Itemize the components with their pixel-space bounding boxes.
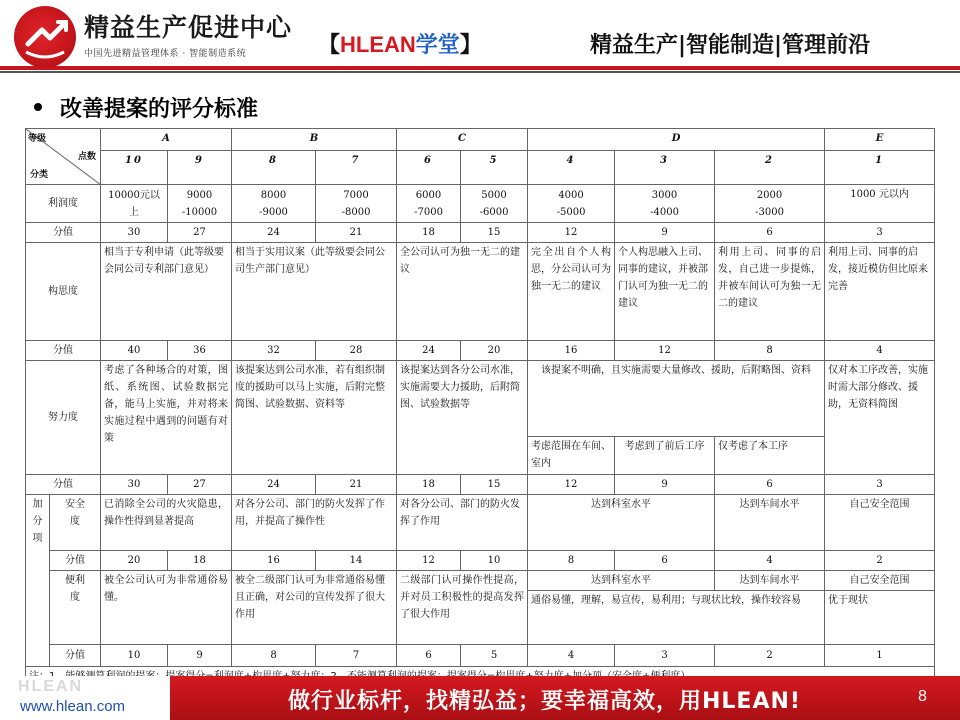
score-cell: 6 xyxy=(397,645,461,667)
score-cell: 9 xyxy=(615,475,715,495)
score-cell: 24 xyxy=(232,475,316,495)
effort-d4: 考虑范围在车间、室内 xyxy=(528,437,615,475)
score-cell: 2 xyxy=(825,551,935,571)
safety-row xyxy=(26,495,935,551)
corner-points-label: 点数 xyxy=(77,152,96,162)
score-cell: 12 xyxy=(528,223,615,243)
header-slogan: 精益生产|智能制造|管理前沿 xyxy=(590,33,871,58)
concept-score-row xyxy=(26,341,935,361)
convenience-d2: 达到车间水平 xyxy=(715,571,825,591)
effort-d-top: 该提案不明确，且实施需要大量修改、援助，后附略图、资料 xyxy=(528,361,825,437)
profit-cell: 4000 -5000 xyxy=(528,185,615,223)
safety-c: 对各分公司、部门的防火发挥了作用 xyxy=(397,495,528,551)
score-cell: 20 xyxy=(101,551,168,571)
grade-e: E xyxy=(825,129,935,151)
points-8: 8 xyxy=(232,151,316,185)
score-cell: 4 xyxy=(528,645,615,667)
footer-ghost-logo: HLEAN xyxy=(18,678,84,695)
points-1: 1 xyxy=(825,151,935,185)
scoring-table xyxy=(25,128,935,687)
scoring-table-wrapper xyxy=(25,128,934,687)
page-number: 8 xyxy=(918,688,927,705)
safety-score-row xyxy=(26,551,935,571)
profit-cell: 8000 -9000 xyxy=(232,185,316,223)
score-cell: 8 xyxy=(528,551,615,571)
concept-a: 相当于专利申请（此等级要会同公司专利部门意见） xyxy=(101,243,232,341)
effort-a: 考虑了各种场合的对策，图纸、系统图、试验数据完备，能马上实施，并对将来实施过程中遇到的问题有对策 xyxy=(101,361,232,475)
slide-title-text: 改善提案的评分标准 xyxy=(60,97,259,122)
concept-c: 全公司认可为独一无二的建议 xyxy=(397,243,528,341)
score-label: 分值 xyxy=(26,223,101,243)
score-cell: 21 xyxy=(316,475,397,495)
concept-d4: 完全出自个人构思，分公司认可为独一无二的建议 xyxy=(528,243,615,341)
score-label: 分值 xyxy=(50,551,101,571)
logo-icon xyxy=(14,6,76,68)
score-cell: 12 xyxy=(528,475,615,495)
profit-cell: 3000 -4000 xyxy=(615,185,715,223)
safety-label: 安全 度 xyxy=(50,495,101,551)
score-label: 分值 xyxy=(26,341,101,361)
score-cell: 18 xyxy=(397,475,461,495)
grade-c: C xyxy=(397,129,528,151)
effort-d2: 仅考虑了本工序 xyxy=(715,437,825,475)
convenience-row xyxy=(26,571,935,591)
score-cell: 18 xyxy=(397,223,461,243)
footer-url-link[interactable]: www.hlean.com xyxy=(20,698,126,715)
hlean-logo-text xyxy=(318,28,482,59)
effort-d3: 考虑到了前后工序 xyxy=(615,437,715,475)
convenience-a: 被全公司认可为非常通俗易懂。 xyxy=(101,571,232,645)
corner-grade-label: 等级 xyxy=(27,134,46,144)
score-cell: 6 xyxy=(715,223,825,243)
profit-cell: 7000 -8000 xyxy=(316,185,397,223)
safety-e: 自己安全范围 xyxy=(825,495,935,551)
points-row xyxy=(26,151,935,185)
effort-score-row xyxy=(26,475,935,495)
profit-row xyxy=(26,185,935,223)
effort-b: 该提案达到公司水准，若有组织制度的援助可以马上实施，后附完整简图、试验数据、资料等 xyxy=(232,361,397,475)
score-cell: 30 xyxy=(101,475,168,495)
safety-d2: 达到车间水平 xyxy=(715,495,825,551)
safety-a: 已消除全公司的火灾隐患，操作性得到显著提高 xyxy=(101,495,232,551)
score-cell: 40 xyxy=(101,341,168,361)
score-cell: 32 xyxy=(232,341,316,361)
score-cell: 9 xyxy=(615,223,715,243)
points-7: 7 xyxy=(316,151,397,185)
score-cell: 36 xyxy=(168,341,232,361)
score-label: 分值 xyxy=(26,475,101,495)
header-rule-red xyxy=(0,66,960,70)
score-cell: 15 xyxy=(461,223,528,243)
score-cell: 12 xyxy=(397,551,461,571)
points-5: 5 xyxy=(461,151,528,185)
score-cell: 24 xyxy=(232,223,316,243)
effort-label: 努力度 xyxy=(26,361,101,475)
points-2: 2 xyxy=(715,151,825,185)
points-3: 3 xyxy=(615,151,715,185)
concept-row xyxy=(26,243,935,341)
effort-e: 仅对本工序改善，实施时需大部分修改、援助，无资料简图 xyxy=(825,361,935,475)
convenience-d-top: 达到科室水平 xyxy=(528,571,715,591)
safety-b: 对各分公司、部门的防火发挥了作用，并提高了操作性 xyxy=(232,495,397,551)
effort-row xyxy=(26,361,935,437)
convenience-score-row xyxy=(26,645,935,667)
score-cell: 4 xyxy=(825,341,935,361)
score-cell: 18 xyxy=(168,551,232,571)
slide-title xyxy=(34,92,258,123)
brand-title: 精益生产促进中心 xyxy=(84,13,293,42)
brand-subtitle: 中国先进精益管理体系 · 智能制造系统 xyxy=(84,49,247,59)
score-cell: 16 xyxy=(232,551,316,571)
score-cell: 7 xyxy=(316,645,397,667)
bonus-group-label: 加 分 项 xyxy=(26,495,50,667)
hlean-name: HLEAN xyxy=(340,32,416,57)
grade-d: D xyxy=(528,129,825,151)
convenience-b: 被全二级部门认可为非常通俗易懂且正确，对公司的宣传发挥了很大作用 xyxy=(232,571,397,645)
concept-label: 构思度 xyxy=(26,243,101,341)
points-6: 6 xyxy=(397,151,461,185)
profit-label: 利润度 xyxy=(26,185,101,223)
score-cell: 21 xyxy=(316,223,397,243)
score-cell: 15 xyxy=(461,475,528,495)
hlean-cn: 学堂 xyxy=(415,32,460,57)
points-4: 4 xyxy=(528,151,615,185)
score-cell: 9 xyxy=(168,645,232,667)
profit-score-row xyxy=(26,223,935,243)
footer-slogan: 做行业标杆，找精弘益；要幸福高效，用HLEAN! xyxy=(288,689,801,714)
grade-row xyxy=(26,129,935,151)
profit-cell: 5000 -6000 xyxy=(461,185,528,223)
score-cell: 10 xyxy=(101,645,168,667)
score-cell: 8 xyxy=(232,645,316,667)
footer-url-block xyxy=(0,676,170,720)
profit-cell: 6000 -7000 xyxy=(397,185,461,223)
score-label: 分值 xyxy=(50,645,101,667)
header-rule-dark xyxy=(0,71,960,73)
concept-b: 相当于实用议案（此等级要会同公司生产部门意见） xyxy=(232,243,397,341)
score-cell: 20 xyxy=(461,341,528,361)
grade-b: B xyxy=(232,129,397,151)
score-cell: 3 xyxy=(615,645,715,667)
score-cell: 2 xyxy=(715,645,825,667)
score-cell: 28 xyxy=(316,341,397,361)
convenience-label: 便利 度 xyxy=(50,571,101,645)
convenience-c: 二级部门认可操作性提高，并对员工积极性的提高发挥了很大作用 xyxy=(397,571,528,645)
score-cell: 6 xyxy=(715,475,825,495)
bullet-icon xyxy=(34,103,42,111)
effort-c: 该提案达到各分公司水准，实施需要大力援助，后附简图、试验数据等 xyxy=(397,361,528,475)
score-cell: 4 xyxy=(715,551,825,571)
points-9: 9 xyxy=(168,151,232,185)
convenience-e-top: 自己安全范围 xyxy=(825,571,935,591)
convenience-d-bottom: 通俗易懂，理解，易宣传，易利用；与现状比较，操作较容易 xyxy=(528,591,825,645)
profit-cell: 1000 元以内 xyxy=(825,185,935,223)
score-cell: 3 xyxy=(825,223,935,243)
score-cell: 14 xyxy=(316,551,397,571)
score-cell: 6 xyxy=(615,551,715,571)
profit-cell: 2000 -3000 xyxy=(715,185,825,223)
concept-d3: 个人构思融入上司、同事的建议，并被部门认可为独一无二的建议 xyxy=(615,243,715,341)
score-cell: 24 xyxy=(397,341,461,361)
score-cell: 12 xyxy=(615,341,715,361)
concept-d2: 利用上司、同事的启发，自己进一步提炼，并被车间认可为独一无二的建议 xyxy=(715,243,825,341)
score-cell: 1 xyxy=(825,645,935,667)
score-cell: 16 xyxy=(528,341,615,361)
safety-d: 达到科室水平 xyxy=(528,495,715,551)
score-cell: 8 xyxy=(715,341,825,361)
grade-a: A xyxy=(101,129,232,151)
bracket-close: 】 xyxy=(459,32,482,57)
bracket-open: 【 xyxy=(318,32,341,57)
score-cell: 30 xyxy=(101,223,168,243)
score-cell: 10 xyxy=(461,551,528,571)
points-10: 10 xyxy=(101,151,168,185)
profit-cell: 10000元以上 xyxy=(101,185,168,223)
profit-cell: 9000 -10000 xyxy=(168,185,232,223)
page-header xyxy=(0,0,960,78)
concept-e: 利用上司、同事的启发，接近模仿但比原来完善 xyxy=(825,243,935,341)
score-cell: 27 xyxy=(168,223,232,243)
convenience-e-bottom: 优于现状 xyxy=(825,591,935,645)
corner-category-label: 分类 xyxy=(30,170,49,180)
score-cell: 5 xyxy=(461,645,528,667)
score-cell: 27 xyxy=(168,475,232,495)
score-cell: 3 xyxy=(825,475,935,495)
table-corner xyxy=(26,129,101,185)
